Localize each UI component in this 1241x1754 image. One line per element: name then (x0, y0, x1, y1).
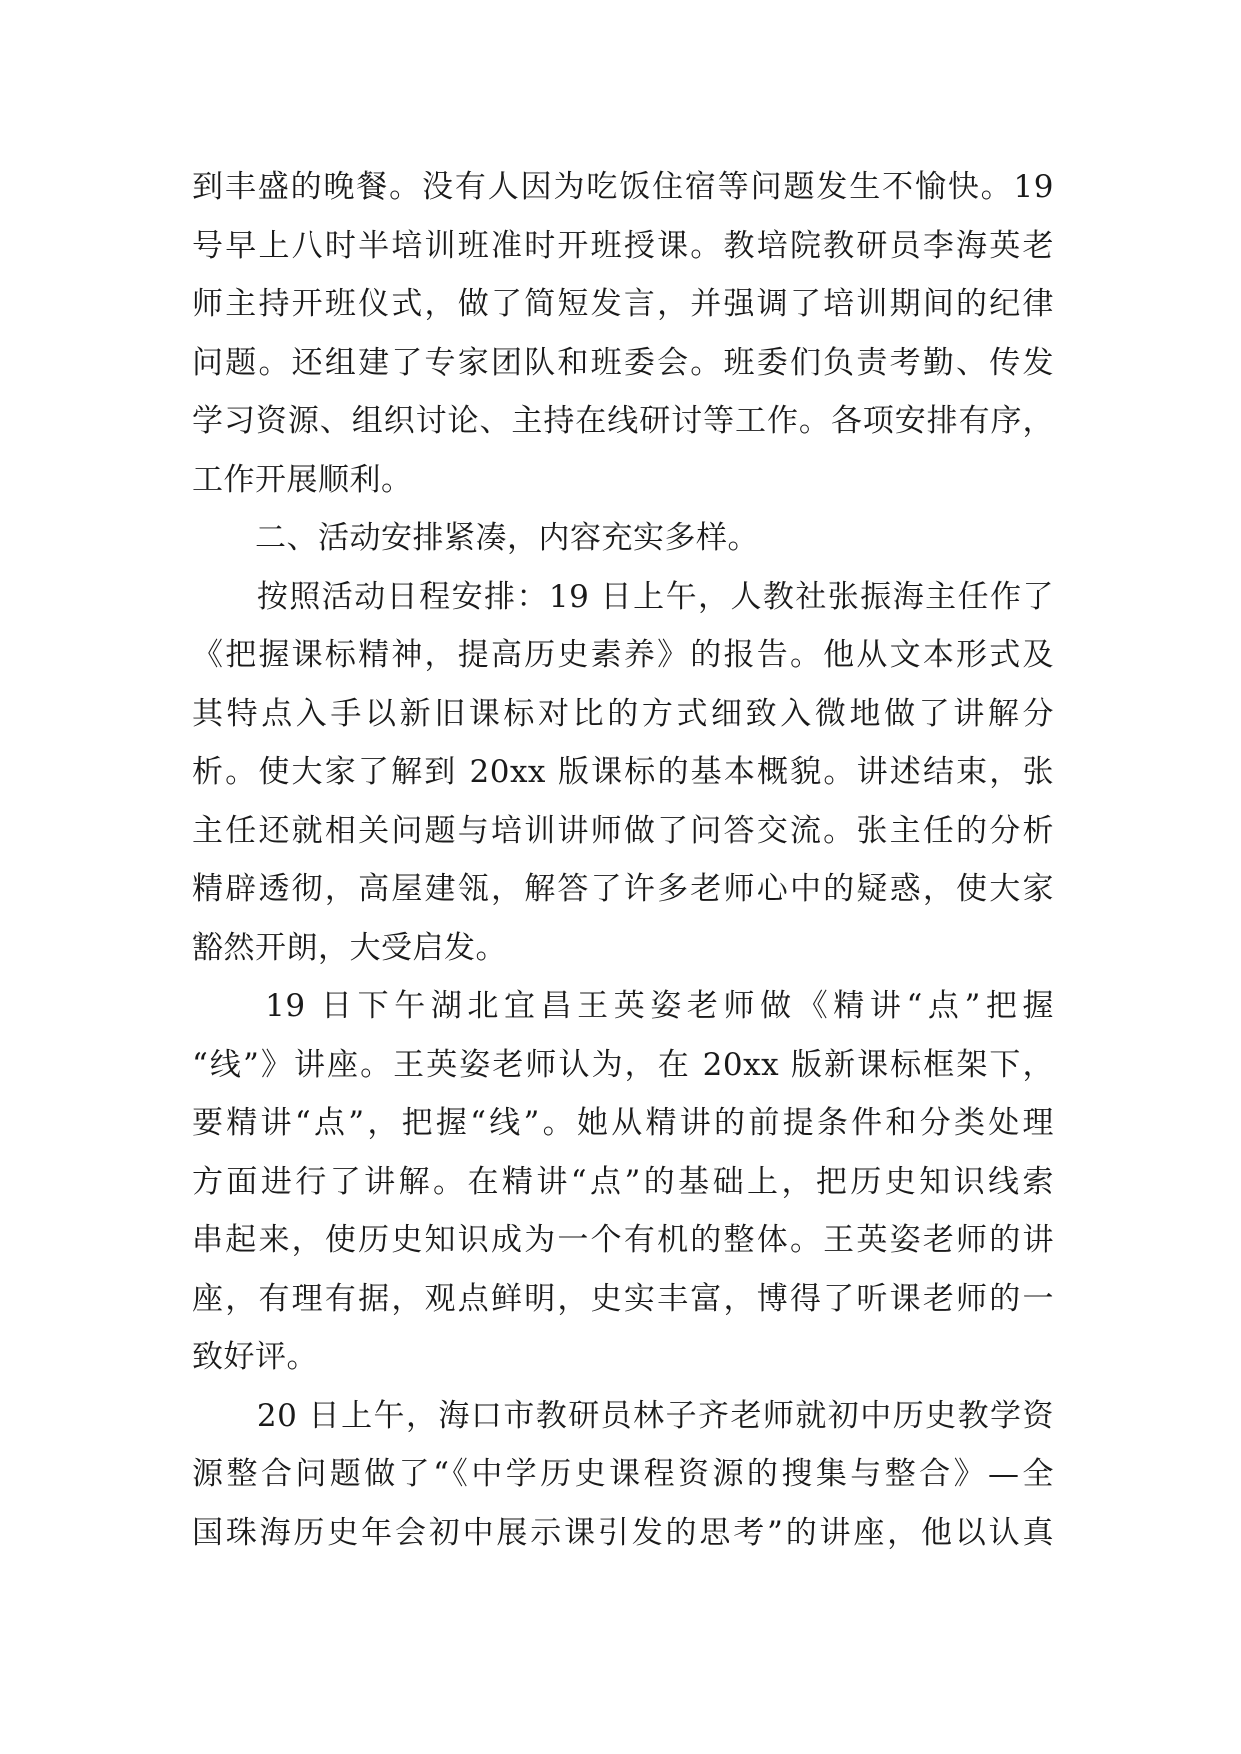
text-line: 主任还就相关问题与培训讲师做了问答交流。张主任的分析 (192, 812, 1054, 849)
text-line: 精辟透彻，高屋建瓴，解答了许多老师心中的疑惑，使大家 (192, 871, 1054, 907)
text-line: 方面进行了讲解。在精讲“点”的基础上，把历史知识线索 (192, 1163, 1054, 1200)
text-line: 学习资源、组织讨论、主持在线研讨等工作。各项安排有序， (192, 403, 1054, 439)
paragraph-day19-morning (192, 568, 1054, 978)
text-line: 座，有理有据，观点鲜明，史实丰富，博得了听课老师的一 (192, 1280, 1054, 1317)
text-line: 致好评。 (192, 1339, 318, 1375)
paragraph-opening-continued (192, 158, 1054, 509)
text-line: 要精讲“点”，把握“线”。她从精讲的前提条件和分类处理 (192, 1105, 1054, 1141)
text-line: “线”》讲座。王英姿老师认为，在 20xx 版新课标框架下， (192, 1046, 1054, 1083)
text-line: 到丰盛的晚餐。没有人因为吃饭住宿等问题发生不愉快。19 (192, 169, 1054, 205)
text-line: 问题。还组建了专家团队和班委会。班委们负责考勤、传发 (192, 344, 1054, 381)
text-line: 串起来，使历史知识成为一个有机的整体。王英姿老师的讲 (192, 1222, 1054, 1258)
section-heading (192, 509, 1054, 568)
text-line: 源整合问题做了“《中学历史课程资源的搜集与整合》—全 (192, 1456, 1054, 1492)
text-line: 析。使大家了解到 20xx 版课标的基本概貌。讲述结束，张 (192, 754, 1054, 790)
text-line: 豁然开朗，大受启发。 (192, 929, 507, 966)
text-line: 号早上八时半培训班准时开班授课。教培院教研员李海英老 (192, 227, 1054, 264)
text-line: 其特点入手以新旧课标对比的方式细致入微地做了讲解分 (192, 695, 1054, 732)
text-line: 20 日上午，海口市教研员林子齐老师就初中历史教学资 (192, 1397, 1054, 1434)
text-line: 师主持开班仪式，做了简短发言，并强调了培训期间的纪律 (192, 286, 1054, 322)
document-body (192, 158, 1054, 1562)
text-line: 《把握课标精神，提高历史素养》的报告。他从文本形式及 (192, 637, 1054, 673)
text-line: 按照活动日程安排：19 日上午，人教社张振海主任作了 (192, 578, 1054, 615)
text-line: 工作开展顺利。 (192, 461, 413, 498)
heading-line: 二、活动安排紧凑，内容充实多样。 (192, 520, 759, 556)
text-line: 国珠海历史年会初中展示课引发的思考”的讲座，他以认真 (192, 1514, 1054, 1551)
text-line: 19 日下午湖北宜昌王英姿老师做《精讲“点”把握 (192, 988, 1054, 1024)
paragraph-day20-morning (192, 1387, 1054, 1563)
paragraph-day19-afternoon (192, 977, 1054, 1387)
